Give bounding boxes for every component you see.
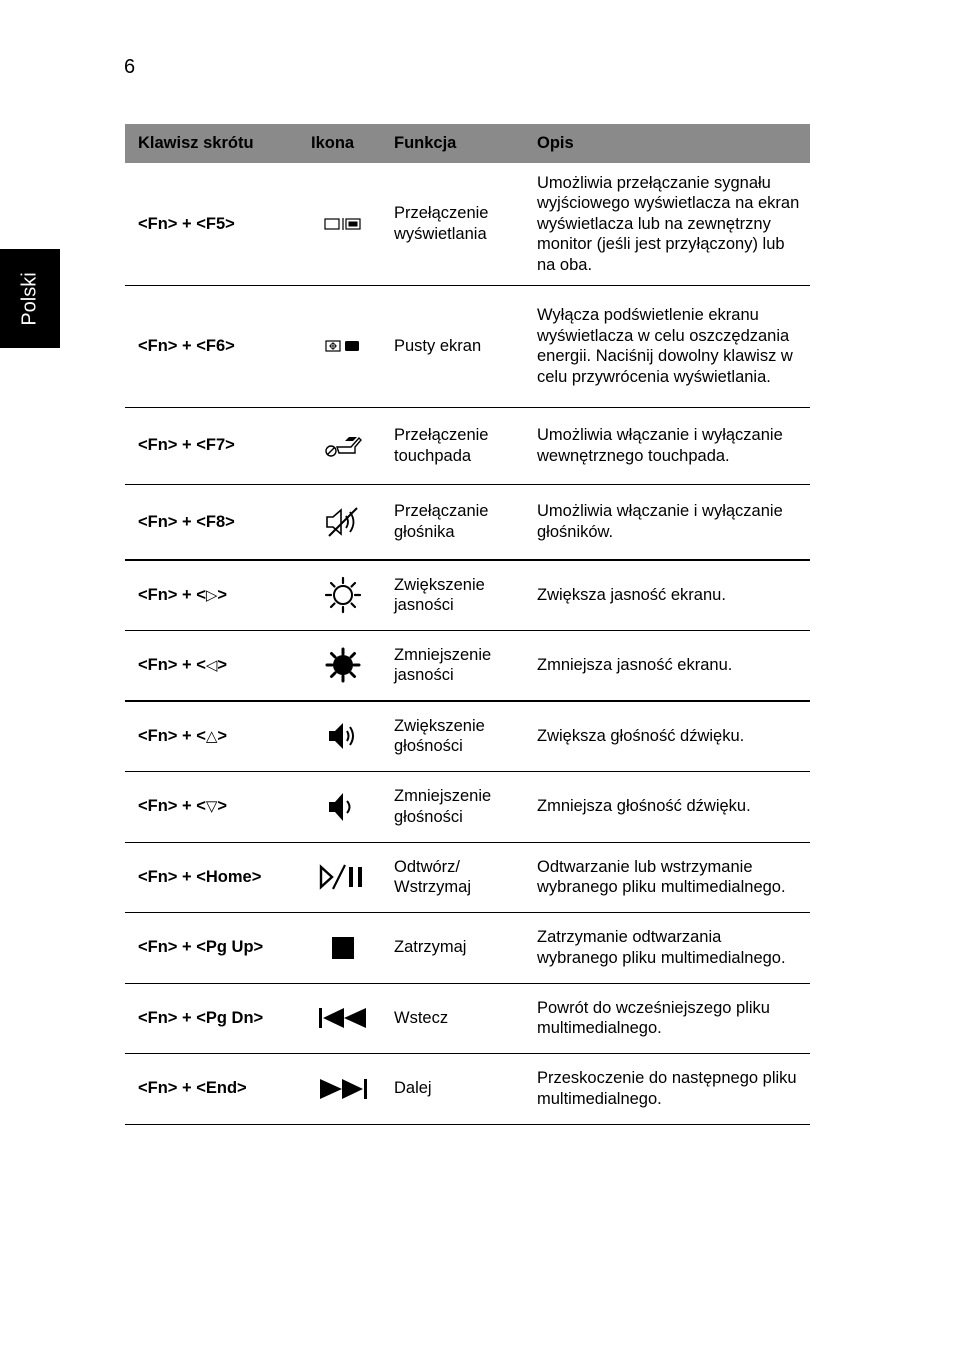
function-label: Przełączenie wyświetlania bbox=[381, 163, 524, 285]
display-toggle-icon bbox=[311, 217, 375, 231]
table-header-row bbox=[125, 124, 810, 163]
header-shortcut-key: Klawisz skrótu bbox=[125, 124, 298, 163]
down-arrow-icon: ▽ bbox=[205, 797, 218, 815]
table-row bbox=[125, 701, 810, 771]
shortcut-key: <Fn> + <Pg Up> bbox=[125, 912, 298, 983]
table-row bbox=[125, 484, 810, 560]
page-number: 6 bbox=[124, 56, 136, 78]
shortcut-key: <Fn> + <Home> bbox=[125, 842, 298, 912]
table-row bbox=[125, 1053, 810, 1124]
function-label: Zatrzymaj bbox=[381, 912, 524, 983]
shortcut-key: <Fn> + <◁> bbox=[125, 630, 298, 701]
description-text: Umożliwia włączanie i wyłączanie wewnętrznego touchpada. bbox=[524, 407, 810, 484]
header-function: Funkcja bbox=[381, 124, 524, 163]
function-label: Przełączanie głośnika bbox=[381, 484, 524, 560]
description-text: Powrót do wcześniejszego pliku multimedialnego. bbox=[524, 983, 810, 1053]
description-text: Zmniejsza jasność ekranu. bbox=[524, 630, 810, 701]
screen-blank-icon bbox=[311, 339, 375, 353]
left-arrow-icon: ◁ bbox=[205, 656, 218, 674]
function-label: Zwiększenie głośności bbox=[381, 701, 524, 771]
table-row bbox=[125, 407, 810, 484]
shortcut-key: <Fn> + <Pg Dn> bbox=[125, 983, 298, 1053]
stop-icon bbox=[311, 936, 375, 960]
up-arrow-icon: △ bbox=[205, 727, 218, 745]
function-label: Odtwórz/ Wstrzymaj bbox=[381, 842, 524, 912]
description-text: Przeskoczenie do następnego pliku multimedialnego. bbox=[524, 1053, 810, 1124]
description-text: Zwiększa głośność dźwięku. bbox=[524, 701, 810, 771]
touchpad-toggle-icon bbox=[311, 433, 375, 459]
shortcut-key: <Fn> + <F5> bbox=[125, 163, 298, 285]
shortcut-key: <Fn> + <F8> bbox=[125, 484, 298, 560]
previous-track-icon bbox=[311, 1007, 375, 1029]
shortcut-key: <Fn> + <F6> bbox=[125, 285, 298, 407]
shortcut-key: <Fn> + <End> bbox=[125, 1053, 298, 1124]
function-label: Zmniejszenie jasności bbox=[381, 630, 524, 701]
table-row bbox=[125, 560, 810, 630]
right-arrow-icon: ▷ bbox=[205, 586, 218, 604]
function-label: Zmniejszenie głośności bbox=[381, 771, 524, 842]
function-label: Zwiększenie jasności bbox=[381, 560, 524, 630]
header-description: Opis bbox=[524, 124, 810, 163]
function-label: Pusty ekran bbox=[381, 285, 524, 407]
table-row bbox=[125, 983, 810, 1053]
play-pause-icon bbox=[311, 863, 375, 891]
brightness-down-icon bbox=[311, 646, 375, 684]
volume-up-icon bbox=[311, 720, 375, 752]
description-text: Zwiększa jasność ekranu. bbox=[524, 560, 810, 630]
shortcut-key: <Fn> + <△> bbox=[125, 701, 298, 771]
next-track-icon bbox=[311, 1078, 375, 1100]
table-row bbox=[125, 842, 810, 912]
shortcut-key: <Fn> + <▽> bbox=[125, 771, 298, 842]
table-row bbox=[125, 163, 810, 285]
table-row bbox=[125, 285, 810, 407]
shortcut-key: <Fn> + <F7> bbox=[125, 407, 298, 484]
function-label: Przełączenie touchpada bbox=[381, 407, 524, 484]
shortcut-table bbox=[125, 124, 810, 1125]
description-text: Wyłącza podświetlenie ekranu wyświetlacza w celu oszczędzania energii. Naciśnij dowolny klawisz w celu przywrócenia wyświetlania. bbox=[524, 285, 810, 407]
table-row bbox=[125, 630, 810, 701]
brightness-up-icon bbox=[311, 576, 375, 614]
description-text: Zatrzymanie odtwarzania wybranego pliku multimedialnego. bbox=[524, 912, 810, 983]
speaker-mute-icon bbox=[311, 506, 375, 538]
table-row bbox=[125, 912, 810, 983]
language-side-tab bbox=[0, 249, 60, 348]
description-text: Umożliwia przełączanie sygnału wyjściowego wyświetlacza na ekran wyświetlacza lub na zewnętrzny monitor (jeśli jest przyłączony) lub na oba. bbox=[524, 163, 810, 285]
header-icon: Ikona bbox=[298, 124, 381, 163]
description-text: Zmniejsza głośność dźwięku. bbox=[524, 771, 810, 842]
language-side-tab-label: Polski bbox=[18, 271, 41, 326]
description-text: Odtwarzanie lub wstrzymanie wybranego pliku multimedialnego. bbox=[524, 842, 810, 912]
function-label: Dalej bbox=[381, 1053, 524, 1124]
volume-down-icon bbox=[311, 789, 375, 825]
table-row bbox=[125, 771, 810, 842]
description-text: Umożliwia włączanie i wyłączanie głośników. bbox=[524, 484, 810, 560]
shortcut-key: <Fn> + <▷> bbox=[125, 560, 298, 630]
function-label: Wstecz bbox=[381, 983, 524, 1053]
